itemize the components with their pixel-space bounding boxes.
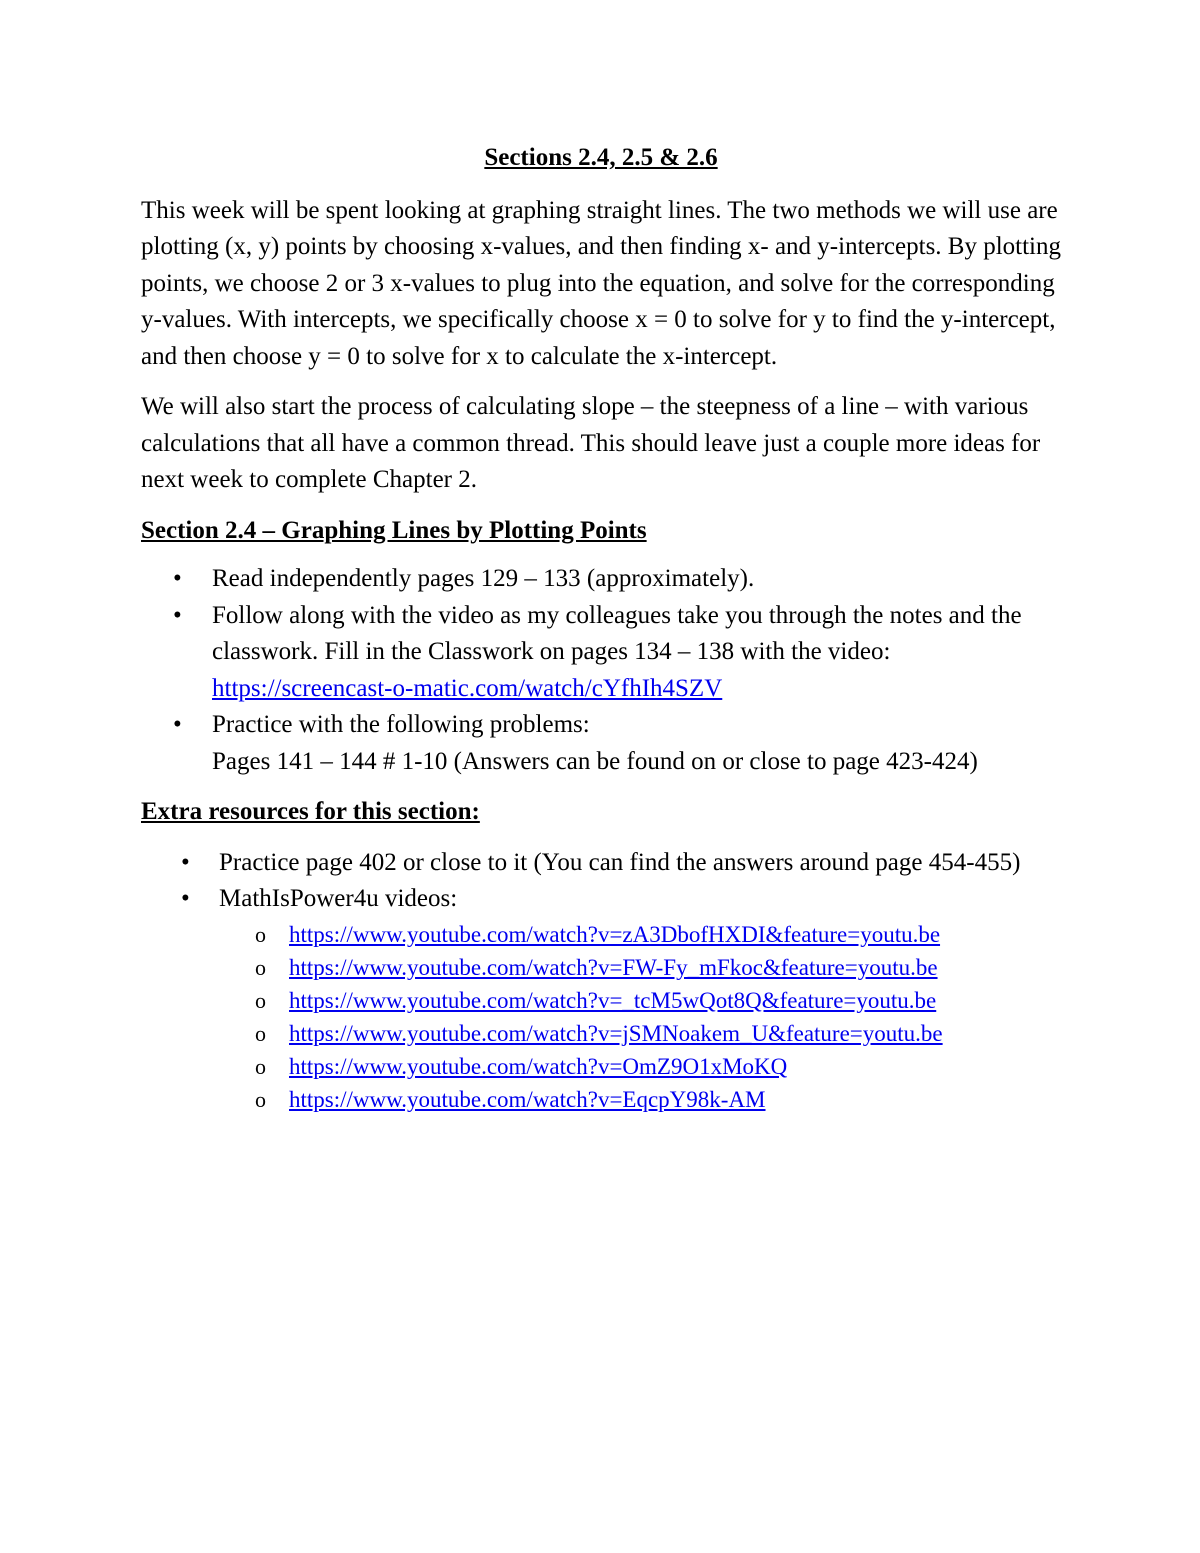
section-bullet-list — [141, 561, 1061, 780]
document-page — [141, 140, 1061, 1130]
extra-videos-text: MathIsPower4u videos: — [219, 885, 458, 912]
intro-paragraph-1: This week will be spent looking at graphing straight lines. The two methods we will use are plotting (x, y) points by choosing x-values, and then finding x- and y-intercepts. By plotting points, we choose 2 or 3 x-values to plug into the equation, and solve for the corresponding y-values. With intercepts, we specifically choose x = 0 to solve for y to find the y-intercept, and then choose y = 0 to solve for x to calculate the x-intercept. — [141, 196, 1062, 370]
youtube-link-1[interactable]: https://www.youtube.com/watch?v=zA3DbofHXDI&feature=youtu.be — [289, 921, 941, 947]
list-item — [141, 951, 1061, 984]
page-title: Sections 2.4, 2.5 & 2.6 — [484, 144, 718, 171]
list-item — [141, 561, 1061, 598]
intro-paragraph-2: We will also start the process of calculating slope – the steepness of a line – with various calculations that all have a common thread. This should leave just a couple more ideas for next week to complete Chapter 2. — [141, 393, 1041, 493]
list-item — [141, 598, 1061, 708]
list-item — [141, 1083, 1061, 1116]
extra-practice-text: Practice page 402 or close to it (You can find the answers around page 454-455) — [219, 848, 1021, 876]
bullet-read-text: Read independently pages 129 – 133 (approximately). — [212, 565, 755, 592]
extra-bullet-list — [141, 845, 1061, 1116]
list-item — [141, 881, 1061, 1116]
list-item — [141, 707, 1061, 780]
youtube-link-5[interactable]: https://www.youtube.com/watch?v=OmZ9O1xMoKQ — [289, 1053, 788, 1079]
section-heading: Section 2.4 – Graphing Lines by Plotting Points — [141, 516, 647, 544]
bullet-practice-text: Practice with the following problems: — [212, 711, 590, 738]
list-item — [141, 984, 1061, 1017]
youtube-link-3[interactable]: https://www.youtube.com/watch?v=_tcM5wQot8Q&feature=youtu.be — [289, 987, 937, 1013]
list-item — [141, 845, 1061, 882]
bullet-video-text: Follow along with the video as my colleagues take you through the notes and the classwork. Fill in the Classwork on pages 134 – 138 with the video: — [212, 601, 1022, 665]
extra-resources-heading: Extra resources for this section: — [141, 798, 480, 825]
youtube-link-6[interactable]: https://www.youtube.com/watch?v=EqcpY98k-AM — [289, 1086, 766, 1112]
youtube-link-2[interactable]: https://www.youtube.com/watch?v=FW-Fy_mFkoc&feature=youtu.be — [289, 954, 938, 980]
youtube-link-4[interactable]: https://www.youtube.com/watch?v=jSMNoakem_U&feature=youtu.be — [289, 1020, 943, 1046]
video-link[interactable]: https://screencast-o-matic.com/watch/cYfhIh4SZV — [212, 674, 723, 702]
list-item — [141, 1017, 1061, 1050]
list-item — [141, 918, 1061, 951]
video-links-list — [219, 918, 1061, 1116]
practice-detail-text: Pages 141 – 144 # 1-10 (Answers can be found on or close to page 423-424) — [212, 747, 978, 775]
list-item — [141, 1050, 1061, 1083]
